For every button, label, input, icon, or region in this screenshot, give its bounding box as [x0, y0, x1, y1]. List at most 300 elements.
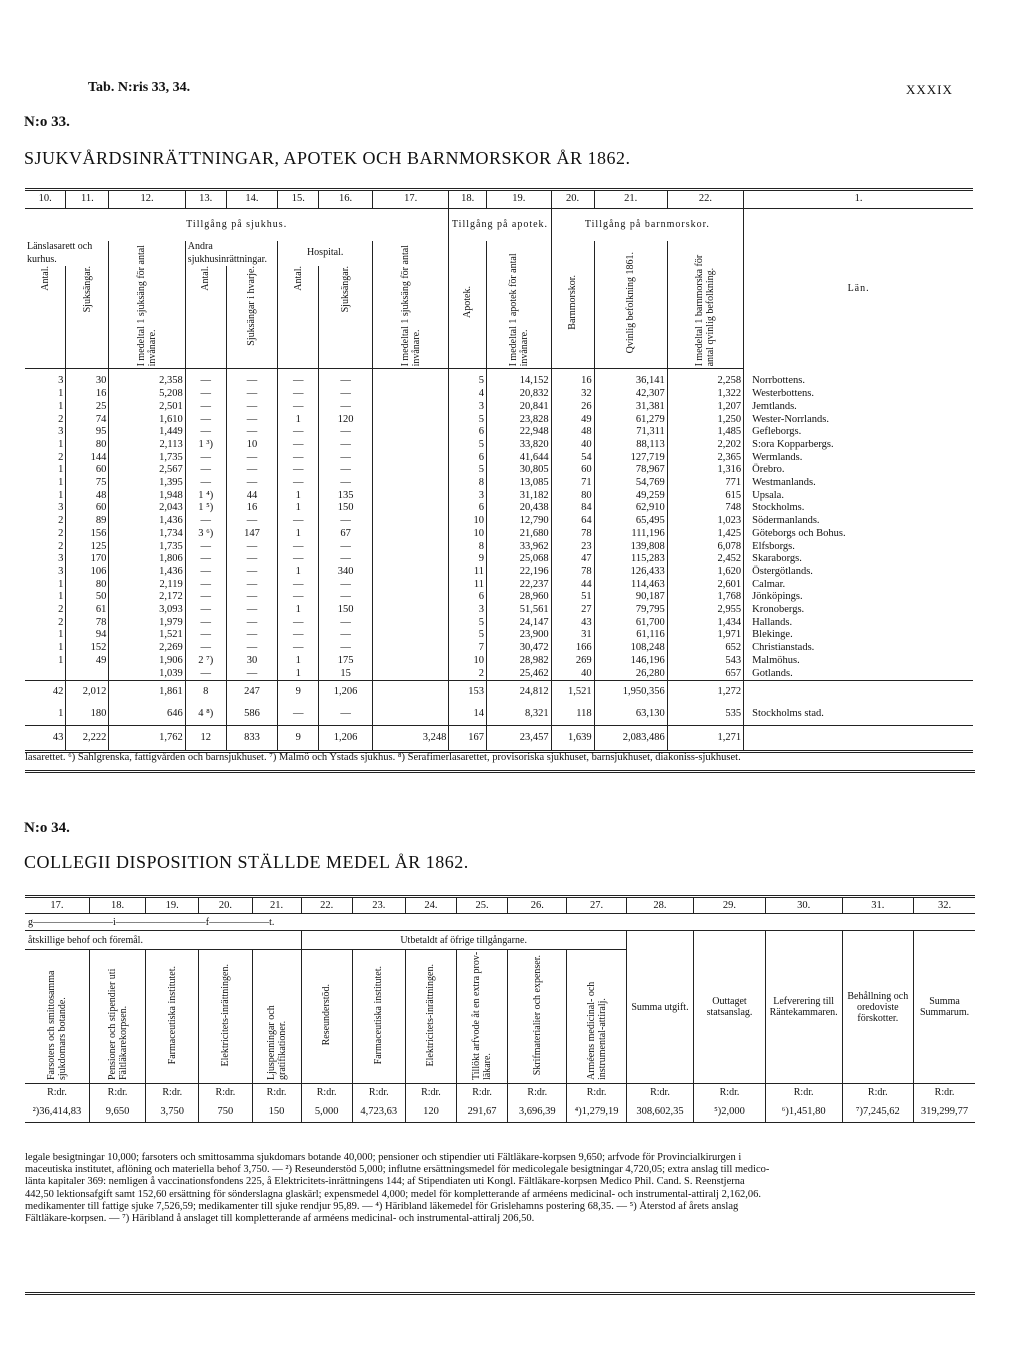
table-cell: 80: [551, 490, 594, 503]
table-cell: —: [185, 668, 226, 681]
hdr-medeltal-barnmorska: I medeltal 1 barnmorska för antal qvinlig befolkning.: [694, 254, 717, 367]
table-cell: 1,948: [109, 490, 185, 503]
unit-cell: R:dr.: [626, 1084, 693, 1101]
table-cell: Örebro.: [744, 464, 973, 477]
table-cell: —: [278, 401, 319, 414]
rotated-header-text: Arméens medicinal- och instrumental-attiralj.: [585, 981, 608, 1080]
table-cell: —: [319, 426, 373, 439]
unit-row-34: [25, 1084, 975, 1101]
value-cell: ²)36,414,83: [25, 1100, 89, 1123]
table-cell: 48: [66, 490, 109, 503]
divider: [25, 770, 975, 773]
table-cell: —: [226, 452, 278, 465]
table-cell: 1: [278, 655, 319, 668]
rotated-header-text: Skrifmaterialier och expenser.: [531, 954, 543, 1076]
table-cell: 1,436: [109, 566, 185, 579]
table-cell: 71: [551, 477, 594, 490]
column-number: 20.: [199, 897, 252, 914]
table-cell: 1: [58, 578, 64, 590]
table-cell: 3,093: [109, 604, 185, 617]
table-cell: 5: [449, 439, 487, 452]
table-34-title: COLLEGII DISPOSITION STÄLLDE MEDEL ÅR 1862.: [24, 852, 469, 872]
table-cell: 1,436: [109, 515, 185, 528]
column-number: 16.: [319, 190, 373, 209]
table-row: [25, 655, 973, 668]
table-cell: 247: [226, 681, 278, 704]
value-cell: 750: [199, 1100, 252, 1123]
table-cell: [372, 655, 448, 668]
table-cell: 12,790: [487, 515, 552, 528]
table-cell: —: [185, 566, 226, 579]
table-cell: [372, 477, 448, 490]
table-cell: 61,700: [594, 617, 667, 630]
table-cell: 74: [66, 414, 109, 427]
subgroup-hospital: Hospital.: [278, 241, 373, 266]
table-cell: 3: [58, 565, 64, 577]
table-cell: —: [185, 604, 226, 617]
table-cell: 1,485: [667, 426, 743, 439]
table-cell: 30: [66, 369, 109, 388]
table-cell: —: [319, 477, 373, 490]
rotated-header-text: Elektricitets-inrättningen.: [425, 963, 437, 1067]
table-cell: 67: [319, 528, 373, 541]
table-cell: —: [319, 541, 373, 554]
table-cell: —: [278, 629, 319, 642]
table-cell: —: [278, 515, 319, 528]
unit-cell: R:dr.: [405, 1084, 456, 1101]
column-numbers-row-34: [25, 897, 975, 914]
table-cell: 61,116: [594, 629, 667, 642]
table-cell: Calmar.: [744, 579, 973, 592]
column-number: 18.: [89, 897, 145, 914]
table-cell: —: [319, 369, 373, 388]
table-cell: Malmöhus.: [744, 655, 973, 668]
column-number: 24.: [405, 897, 456, 914]
table-cell: [372, 464, 448, 477]
table-cell: —: [185, 617, 226, 630]
table-cell: 1: [278, 414, 319, 427]
subgroup-andra: Andra sjukhusinrättningar.: [185, 241, 278, 266]
rotated-header-cell: [508, 950, 567, 1084]
table-cell: 63,130: [594, 703, 667, 726]
table-cell: 49: [66, 655, 109, 668]
lan-header: Län.: [744, 209, 973, 369]
table-cell: —: [319, 401, 373, 414]
table-cell: 14,152: [487, 369, 552, 388]
table-cell: 2: [58, 527, 64, 539]
table-33-number: N:o 33.: [24, 114, 70, 130]
column-number: 14.: [226, 190, 278, 209]
table-cell: 2,501: [109, 401, 185, 414]
table-cell: —: [185, 369, 226, 388]
table-cell: 152: [66, 642, 109, 655]
table-cell: 535: [667, 703, 743, 726]
table-cell: —: [319, 452, 373, 465]
column-number: 20.: [551, 190, 594, 209]
table-cell: —: [278, 541, 319, 554]
table-cell: 748: [667, 502, 743, 515]
table-cell: 543: [667, 655, 743, 668]
table-cell: 25,068: [487, 553, 552, 566]
table-cell: —: [185, 452, 226, 465]
table-cell: 15: [319, 668, 373, 681]
table-cell: 23,457: [487, 726, 552, 752]
footnote-line: Fältläkare-korpsen. — ⁷) Häribland å anslaget till kompletterande af arméens medicinal- och instrumental-attiralj 206,50.: [25, 1213, 535, 1225]
value-cell: ⁴)1,279,19: [567, 1100, 626, 1123]
table-cell: Jönköpings.: [744, 591, 973, 604]
table-cell: 9: [278, 681, 319, 704]
hdr-antal-3: Antal.: [292, 266, 304, 292]
table-cell: 50: [66, 591, 109, 604]
rotated-header-text: Farmaceutiska institutet.: [373, 965, 385, 1065]
unit-cell: R:dr.: [25, 1084, 89, 1101]
column-number: 21.: [252, 897, 301, 914]
column-number: 13.: [185, 190, 226, 209]
hdr-sjuksangar-3: Sjuksängar.: [340, 266, 352, 313]
table-cell: Stockholms.: [744, 502, 973, 515]
column-number: 23.: [352, 897, 405, 914]
table-cell: 2,113: [109, 439, 185, 452]
table-cell: [372, 604, 448, 617]
column-number: 10.: [25, 190, 66, 209]
table-cell: 1,639: [551, 726, 594, 752]
table-row: [25, 439, 973, 452]
table-cell: 24,147: [487, 617, 552, 630]
table-cell: 9: [278, 726, 319, 752]
group-label-34: g————————i—————————f——————t.: [28, 916, 275, 928]
group-header-row: [25, 209, 973, 242]
table-cell: 16: [551, 369, 594, 388]
table-cell: —: [226, 617, 278, 630]
table-cell: 2: [58, 413, 64, 425]
column-number: 30.: [765, 897, 842, 914]
sum-row: [25, 681, 973, 704]
table-cell: [372, 452, 448, 465]
table-cell: 2: [449, 668, 487, 681]
table-cell: —: [226, 401, 278, 414]
table-cell: 78: [551, 528, 594, 541]
table-cell: 13,085: [487, 477, 552, 490]
table-cell: 108,248: [594, 642, 667, 655]
unit-cell: R:dr.: [765, 1084, 842, 1101]
table-cell: 31,381: [594, 401, 667, 414]
table-cell: 22,196: [487, 566, 552, 579]
table-cell: 27: [551, 604, 594, 617]
unit-cell: R:dr.: [508, 1084, 567, 1101]
table-cell: 118: [551, 703, 594, 726]
table-cell: 44: [226, 490, 278, 503]
table-cell: 771: [667, 477, 743, 490]
table-cell: —: [185, 401, 226, 414]
table-cell: [372, 681, 448, 704]
table-cell: —: [319, 579, 373, 592]
table-cell: 31: [551, 629, 594, 642]
column-number: 27.: [567, 897, 626, 914]
table-row: [25, 388, 973, 401]
table-row: [25, 604, 973, 617]
table-cell: —: [185, 426, 226, 439]
table-cell: 175: [319, 655, 373, 668]
table-cell: 3: [58, 502, 64, 514]
hdr-sjuksangar-i-hvarje: Sjuksängar i hvarje.: [246, 266, 258, 347]
table-cell: 2,269: [109, 642, 185, 655]
table-cell: 4: [449, 388, 487, 401]
table-cell: 33,820: [487, 439, 552, 452]
rotated-header-text: Ljuspenningar och gratifikationer.: [265, 1005, 288, 1080]
table-row: [25, 668, 973, 681]
table-cell: 1: [58, 629, 64, 641]
table-cell: —: [278, 553, 319, 566]
table-cell: —: [185, 579, 226, 592]
table-cell: 1: [278, 528, 319, 541]
group-header-row-34: [25, 931, 975, 950]
table-cell: —: [226, 477, 278, 490]
table-cell: 106: [66, 566, 109, 579]
table-cell: 2,083,486: [594, 726, 667, 752]
group-apotek: Tillgång på apotek.: [449, 209, 551, 242]
table-cell: 22,948: [487, 426, 552, 439]
value-cell: 9,650: [89, 1100, 145, 1123]
table-cell: 1,521: [551, 681, 594, 704]
table-cell: 120: [319, 414, 373, 427]
table-cell: —: [185, 414, 226, 427]
table-cell: 1,272: [667, 681, 743, 704]
table-cell: 3: [449, 604, 487, 617]
table-cell: 340: [319, 566, 373, 579]
page-number: XXXIX: [906, 82, 953, 97]
table-cell: 1,521: [109, 629, 185, 642]
rotated-header-text: Reseunderstöd.: [321, 984, 333, 1046]
table-cell: 8,321: [487, 703, 552, 726]
table-cell: [66, 668, 109, 681]
table-row: [25, 642, 973, 655]
table-cell: [372, 502, 448, 515]
table-cell: 60: [66, 464, 109, 477]
table-cell: —: [319, 629, 373, 642]
table-33-footnote: lasarettet. ⁶) Sahlgrenska, fattigvården och barnsjukhuset. ⁷) Malmö och Ystads sjukhus. ⁸) Serafimerlasarettet, provisoriska sjukhuset, barnsjukhuset, diakoniss-sjukhuset.: [25, 752, 741, 763]
value-cell: 308,602,35: [626, 1100, 693, 1123]
table-cell: 8: [449, 541, 487, 554]
table-cell: 6: [449, 502, 487, 515]
table-row: [25, 515, 973, 528]
table-cell: —: [185, 642, 226, 655]
unit-cell: R:dr.: [567, 1084, 626, 1101]
table-cell: 43: [551, 617, 594, 630]
table-cell: —: [278, 617, 319, 630]
table-cell: 16: [66, 388, 109, 401]
table-cell: —: [319, 515, 373, 528]
column-number: 22.: [301, 897, 352, 914]
table-cell: 2: [58, 451, 64, 463]
value-cell: 4,723,63: [352, 1100, 405, 1123]
unit-cell: R:dr.: [457, 1084, 508, 1101]
table-cell: 20,832: [487, 388, 552, 401]
table-33: [25, 188, 973, 753]
rotated-header-cell: [89, 950, 145, 1084]
table-cell: 79,795: [594, 604, 667, 617]
table-cell: 80: [66, 579, 109, 592]
table-cell: 1: [58, 642, 64, 654]
table-cell: [372, 414, 448, 427]
table-row: [25, 401, 973, 414]
table-cell: 48: [551, 426, 594, 439]
table-cell: 1 ³): [185, 439, 226, 452]
value-cell: 3,696,39: [508, 1100, 567, 1123]
table-cell: 1,395: [109, 477, 185, 490]
table-cell: 2,567: [109, 464, 185, 477]
table-cell: —: [278, 642, 319, 655]
table-cell: 78: [551, 566, 594, 579]
table-cell: 40: [551, 668, 594, 681]
column-number: 18.: [449, 190, 487, 209]
table-cell: 3: [58, 426, 64, 438]
table-cell: 1: [58, 388, 64, 400]
table-cell: 1,434: [667, 617, 743, 630]
table-cell: 2: [58, 540, 64, 552]
column-number: 15.: [278, 190, 319, 209]
table-cell: 166: [551, 642, 594, 655]
table-cell: 10: [449, 655, 487, 668]
hdr-lefverering: Lefverering till Räntekammaren.: [765, 931, 842, 1084]
column-number: 19.: [487, 190, 552, 209]
footnote-line: länta kapitaler 369: nemligen å vaccinationsfondens 225, å Elektricitets-inrättningens 144; af Stipendiaten uti Kongl. Fältläkare-korpsen Medico Phil. Cand. S. Reenstjerna: [25, 1176, 745, 1188]
table-cell: 78,967: [594, 464, 667, 477]
unit-cell: R:dr.: [89, 1084, 145, 1101]
table-cell: 139,808: [594, 541, 667, 554]
table-cell: —: [278, 439, 319, 452]
table-cell: 1,250: [667, 414, 743, 427]
table-cell: —: [226, 515, 278, 528]
table-34-footnotes: [25, 1152, 970, 1225]
table-cell: Gefleborgs.: [744, 426, 973, 439]
table-cell: 80: [66, 439, 109, 452]
table-cell: 24,812: [487, 681, 552, 704]
table-cell: 3: [58, 553, 64, 565]
table-cell: 1,979: [109, 617, 185, 630]
table-cell: 30,805: [487, 464, 552, 477]
table-cell: 12: [185, 726, 226, 752]
table-cell: 1: [58, 654, 64, 666]
table-cell: —: [278, 591, 319, 604]
table-cell: 25: [66, 401, 109, 414]
table-cell: 54,769: [594, 477, 667, 490]
table-cell: 1,971: [667, 629, 743, 642]
table-cell: 1,610: [109, 414, 185, 427]
table-cell: 1,906: [109, 655, 185, 668]
column-number: 21.: [594, 190, 667, 209]
table-cell: —: [319, 617, 373, 630]
table-cell: 147: [226, 528, 278, 541]
table-cell: [744, 681, 973, 704]
table-cell: [372, 668, 448, 681]
value-cell: 5,000: [301, 1100, 352, 1123]
table-cell: [372, 541, 448, 554]
table-cell: Christianstads.: [744, 642, 973, 655]
table-cell: 10: [449, 515, 487, 528]
table-cell: —: [226, 464, 278, 477]
column-number: 26.: [508, 897, 567, 914]
hdr-sjuksangar-1: Sjuksängar.: [81, 266, 93, 313]
table-cell: 51: [551, 591, 594, 604]
table-cell: 1: [278, 490, 319, 503]
table-cell: [372, 566, 448, 579]
table-cell: —: [226, 668, 278, 681]
table-cell: —: [185, 477, 226, 490]
hdr-summa-summarum: Summa Summarum.: [914, 931, 975, 1084]
table-cell: Upsala.: [744, 490, 973, 503]
hdr-antal-1: Antal.: [39, 266, 51, 292]
table-cell: 3: [449, 490, 487, 503]
group-barnmorskor: Tillgång på barnmorskor.: [551, 209, 744, 242]
hdr-summa-utgift: Summa utgift.: [626, 931, 693, 1084]
table-cell: —: [226, 579, 278, 592]
table-cell: 64: [551, 515, 594, 528]
table-cell: 1,207: [667, 401, 743, 414]
group-right-34: Utbetaldt af öfrige tillgångarne.: [301, 931, 626, 950]
table-cell: Skaraborgs.: [744, 553, 973, 566]
table-cell: —: [226, 566, 278, 579]
table-cell: 23,900: [487, 629, 552, 642]
table-cell: 1,449: [109, 426, 185, 439]
group-sjukhus: Tillgång på sjukhus.: [186, 218, 288, 230]
table-cell: 3,248: [372, 726, 448, 752]
table-cell: Östergötlands.: [744, 566, 973, 579]
table-cell: 6: [449, 452, 487, 465]
table-cell: Göteborgs och Bohus.: [744, 528, 973, 541]
column-number: 1.: [744, 190, 973, 209]
table-cell: 26: [551, 401, 594, 414]
value-cell: 291,67: [457, 1100, 508, 1123]
table-cell: 167: [449, 726, 487, 752]
table-cell: 20,841: [487, 401, 552, 414]
table-cell: 5,208: [109, 388, 185, 401]
table-cell: [372, 703, 448, 726]
table-cell: —: [278, 477, 319, 490]
table-cell: 6: [449, 426, 487, 439]
table-cell: 114,463: [594, 579, 667, 592]
table-cell: —: [226, 388, 278, 401]
table-cell: 16: [226, 502, 278, 515]
table-cell: 8: [185, 681, 226, 704]
unit-cell: R:dr.: [301, 1084, 352, 1101]
table-cell: 30,472: [487, 642, 552, 655]
table-row: [25, 464, 973, 477]
value-cell: ⁶)1,451,80: [765, 1100, 842, 1123]
table-cell: 2,955: [667, 604, 743, 617]
table-cell: —: [226, 591, 278, 604]
table-cell: 32: [551, 388, 594, 401]
value-cell: 150: [252, 1100, 301, 1123]
footnote-line: medikamenter till fattige sjuke 7,526,59; medikamenter till sjuke rendjur 95,89. — ⁴) Häribland läkemedel för Grislehamns postering 68,35. — ⁵) Återstod af årets anslag: [25, 1200, 739, 1212]
table-cell: 10: [449, 528, 487, 541]
group-left-34: åtskillige behof och föremål.: [25, 931, 301, 950]
table-cell: 2: [58, 515, 64, 527]
value-cell: ⁵)2,000: [694, 1100, 766, 1123]
footnote-line: maceutiska institutet, aflöning och materiella behof 3,750. — ²) Reseunderstöd 5,000; influtne ersättningsmedel för medicolegale besigtningar 4,720,05; extra anslag till medico-: [25, 1164, 770, 1176]
table-cell: 1,425: [667, 528, 743, 541]
table-cell: [372, 591, 448, 604]
table-cell: —: [226, 604, 278, 617]
value-cell: 120: [405, 1100, 456, 1123]
column-number: 17.: [372, 190, 448, 209]
table-cell: 89: [66, 515, 109, 528]
table-cell: [372, 617, 448, 630]
table-cell: 144: [66, 452, 109, 465]
rotated-header-cell: [352, 950, 405, 1084]
table-row: [25, 502, 973, 515]
table-cell: Blekinge.: [744, 629, 973, 642]
table-cell: —: [226, 553, 278, 566]
